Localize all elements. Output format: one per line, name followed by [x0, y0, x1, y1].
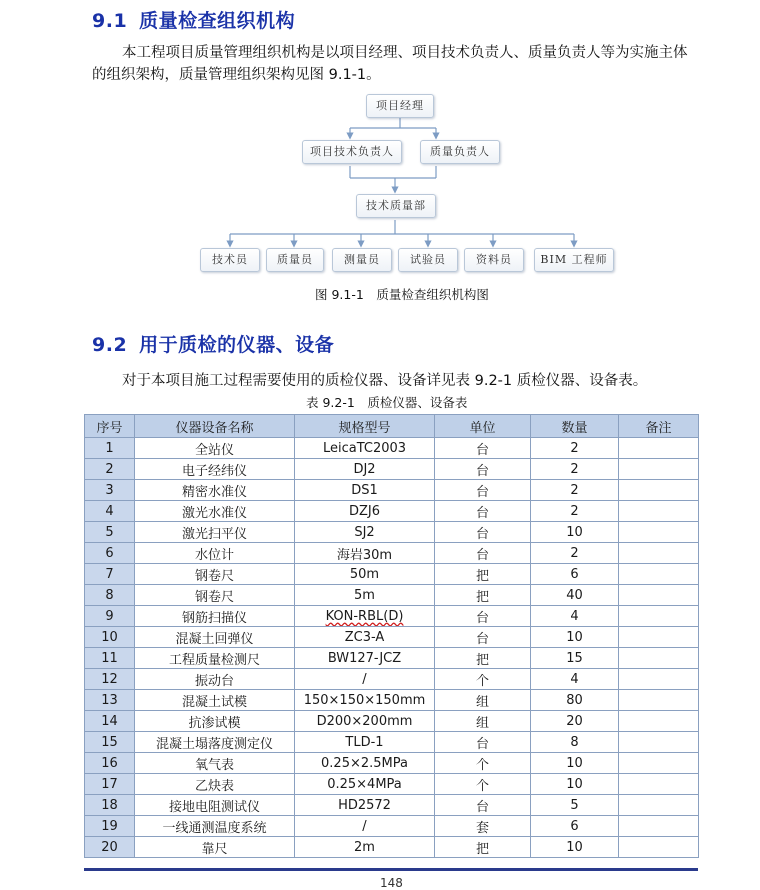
table-cell: 2	[531, 459, 619, 480]
table-cell: 组	[435, 690, 531, 711]
table-row	[85, 585, 699, 606]
table-cell: 2	[531, 501, 619, 522]
table-row	[85, 711, 699, 732]
table-cell	[619, 753, 699, 774]
table-cell: 混凝土回弹仪	[135, 627, 295, 648]
table-cell: 激光扫平仪	[135, 522, 295, 543]
table-cell	[619, 459, 699, 480]
table-cell: 9	[85, 606, 135, 627]
table-cell: 4	[531, 669, 619, 690]
org-node-tech-lead: 项目技术负责人	[302, 140, 402, 164]
table-cell	[619, 606, 699, 627]
section-title: 用于质检的仪器、设备	[139, 334, 335, 356]
table-cell	[619, 795, 699, 816]
table-row	[85, 501, 699, 522]
table-cell	[619, 627, 699, 648]
table-cell: 8	[85, 585, 135, 606]
table-row	[85, 837, 699, 858]
table-cell: 18	[85, 795, 135, 816]
table-cell: 精密水准仪	[135, 480, 295, 501]
table-cell-text: KON-RBL(D)	[325, 608, 404, 624]
table-cell: 11	[85, 648, 135, 669]
table-cell: 接地电阻测试仪	[135, 795, 295, 816]
table-cell: DJ2	[295, 459, 435, 480]
table-cell: 乙炔表	[135, 774, 295, 795]
table-cell: 台	[435, 459, 531, 480]
table-cell: 抗渗试模	[135, 711, 295, 732]
table-cell: ZC3-A	[295, 627, 435, 648]
section-heading-9-1	[92, 6, 295, 33]
table-row	[85, 690, 699, 711]
org-node-tech-quality-dept: 技术质量部	[356, 194, 436, 218]
table-cell	[619, 690, 699, 711]
footer-rule	[84, 868, 698, 871]
table-cell: 10	[531, 627, 619, 648]
table-row	[85, 438, 699, 459]
table-cell: 钢卷尺	[135, 564, 295, 585]
table-cell: 4	[85, 501, 135, 522]
table-row	[85, 669, 699, 690]
table-row	[85, 522, 699, 543]
table-cell	[619, 522, 699, 543]
section-number: 9.2	[92, 334, 128, 356]
table-row	[85, 480, 699, 501]
table-row	[85, 753, 699, 774]
table-cell: 5m	[295, 585, 435, 606]
org-node-surveyor: 测量员	[332, 248, 392, 272]
table-cell: 19	[85, 816, 135, 837]
table-cell: 台	[435, 438, 531, 459]
table-cell: 激光水准仪	[135, 501, 295, 522]
header-cell: 规格型号	[295, 415, 435, 438]
table-cell: /	[295, 669, 435, 690]
table-cell: 把	[435, 585, 531, 606]
table-cell: 17	[85, 774, 135, 795]
table-cell	[619, 480, 699, 501]
table-cell: HD2572	[295, 795, 435, 816]
table-cell: 0.25×2.5MPa	[295, 753, 435, 774]
table-cell	[619, 837, 699, 858]
table-cell: 靠尺	[135, 837, 295, 858]
org-node-technician: 技术员	[200, 248, 260, 272]
table-cell: 20	[85, 837, 135, 858]
table-cell	[619, 711, 699, 732]
table-cell: 台	[435, 606, 531, 627]
table-cell: LeicaTC2003	[295, 438, 435, 459]
table-cell: 台	[435, 795, 531, 816]
table-cell: 台	[435, 627, 531, 648]
table-row	[85, 816, 699, 837]
table-cell: 14	[85, 711, 135, 732]
table-cell: 15	[85, 732, 135, 753]
table-cell: 把	[435, 837, 531, 858]
table-cell: 7	[85, 564, 135, 585]
header-cell: 序号	[85, 415, 135, 438]
table-cell	[619, 648, 699, 669]
table-cell: 氧气表	[135, 753, 295, 774]
table-cell	[619, 732, 699, 753]
section-heading-9-2	[92, 330, 334, 357]
header-cell: 单位	[435, 415, 531, 438]
table-cell: 5	[85, 522, 135, 543]
table-cell: 钢筋扫描仪	[135, 606, 295, 627]
table-cell: 台	[435, 522, 531, 543]
table-row	[85, 459, 699, 480]
table-cell: 组	[435, 711, 531, 732]
table-cell: 6	[85, 543, 135, 564]
org-chart	[190, 86, 620, 282]
table-cell: 全站仪	[135, 438, 295, 459]
table-caption: 表 9.2-1 质检仪器、设备表	[306, 395, 468, 410]
table-row	[85, 795, 699, 816]
table-cell: 3	[85, 480, 135, 501]
table-cell: 台	[435, 501, 531, 522]
table-cell: 2m	[295, 837, 435, 858]
figure-caption: 图 9.1-1 质量检查组织机构图	[315, 287, 489, 302]
table-cell: 海岩30m	[295, 543, 435, 564]
table-cell: 个	[435, 669, 531, 690]
table-cell	[619, 669, 699, 690]
table-cell	[619, 543, 699, 564]
table-cell: 15	[531, 648, 619, 669]
table-cell: 12	[85, 669, 135, 690]
org-node-tester: 试验员	[398, 248, 458, 272]
table-row	[85, 543, 699, 564]
table-cell	[619, 501, 699, 522]
table-cell: 混凝土试模	[135, 690, 295, 711]
table-cell: 13	[85, 690, 135, 711]
table-cell	[295, 606, 435, 627]
table-cell: 150×150×150mm	[295, 690, 435, 711]
table-cell: 20	[531, 711, 619, 732]
table-cell: 工程质量检测尺	[135, 648, 295, 669]
equipment-paragraph: 对于本项目施工过程需要使用的质检仪器、设备详见表 9.2-1 质检仪器、设备表。	[122, 373, 648, 389]
table-cell: 50m	[295, 564, 435, 585]
table-row	[85, 648, 699, 669]
table-cell: 0.25×4MPa	[295, 774, 435, 795]
table-cell: 钢卷尺	[135, 585, 295, 606]
section-title: 质量检查组织机构	[139, 10, 296, 32]
table-cell: D200×200mm	[295, 711, 435, 732]
table-cell: SJ2	[295, 522, 435, 543]
table-cell: BW127-JCZ	[295, 648, 435, 669]
table-cell	[619, 438, 699, 459]
table-cell: 台	[435, 732, 531, 753]
table-row	[85, 606, 699, 627]
table-cell: 2	[531, 438, 619, 459]
table-cell: 电子经纬仪	[135, 459, 295, 480]
table-cell	[619, 816, 699, 837]
table-cell: 1	[85, 438, 135, 459]
org-node-document-clerk: 资料员	[464, 248, 524, 272]
org-node-quality-lead: 质量负责人	[420, 140, 500, 164]
table-cell: DS1	[295, 480, 435, 501]
table-cell: 4	[531, 606, 619, 627]
table-cell: 40	[531, 585, 619, 606]
table-row	[85, 627, 699, 648]
table-cell: 80	[531, 690, 619, 711]
table-cell: 2	[85, 459, 135, 480]
table-cell: TLD-1	[295, 732, 435, 753]
table-cell: 10	[531, 522, 619, 543]
table-cell: 混凝土塌落度测定仪	[135, 732, 295, 753]
table-cell: 16	[85, 753, 135, 774]
table-cell: 6	[531, 564, 619, 585]
table-cell: 2	[531, 543, 619, 564]
table-cell: 把	[435, 564, 531, 585]
header-cell: 仪器设备名称	[135, 415, 295, 438]
table-cell: 把	[435, 648, 531, 669]
section-number: 9.1	[92, 10, 128, 32]
intro-paragraph: 本工程项目质量管理组织机构是以项目经理、项目技术负责人、质量负责人等为实施主体的组织架构，质量管理组织架构见图 9.1-1。	[92, 45, 688, 83]
table-header-row	[85, 415, 699, 438]
table-row	[85, 732, 699, 753]
table-cell: 8	[531, 732, 619, 753]
table-cell: 一线通测温度系统	[135, 816, 295, 837]
table-cell: 5	[531, 795, 619, 816]
equipment-table	[84, 414, 699, 858]
table-cell: 个	[435, 753, 531, 774]
table-cell: 水位计	[135, 543, 295, 564]
table-cell: 6	[531, 816, 619, 837]
table-cell: 10	[531, 753, 619, 774]
table-cell	[619, 585, 699, 606]
org-node-bim-engineer: BIM 工程师	[534, 248, 614, 272]
page-number: 148	[380, 876, 403, 890]
table-cell: 10	[531, 837, 619, 858]
table-cell: 个	[435, 774, 531, 795]
table-cell: 台	[435, 480, 531, 501]
table-cell	[619, 564, 699, 585]
header-cell: 备注	[619, 415, 699, 438]
table-cell: 套	[435, 816, 531, 837]
table-cell: 10	[85, 627, 135, 648]
table-cell: /	[295, 816, 435, 837]
table-cell: 10	[531, 774, 619, 795]
org-node-quality-inspector: 质量员	[266, 248, 324, 272]
table-cell: 振动台	[135, 669, 295, 690]
table-row	[85, 564, 699, 585]
table-cell: DZJ6	[295, 501, 435, 522]
header-cell: 数量	[531, 415, 619, 438]
org-node-project-manager: 项目经理	[366, 94, 434, 118]
table-cell: 2	[531, 480, 619, 501]
table-cell: 台	[435, 543, 531, 564]
table-row	[85, 774, 699, 795]
table-cell	[619, 774, 699, 795]
